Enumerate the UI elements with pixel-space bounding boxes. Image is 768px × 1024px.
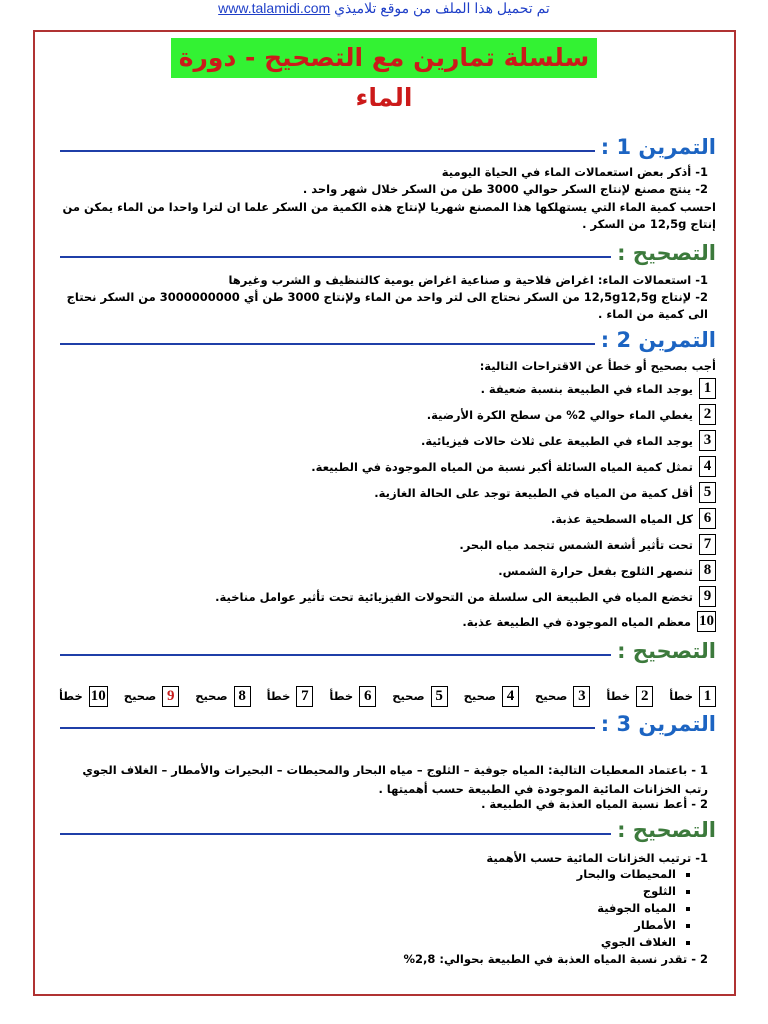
statement-number: 7 <box>699 534 716 555</box>
exercise-1-title: التمرين 1 : <box>600 135 716 159</box>
answers-row <box>60 684 716 708</box>
bullet-square <box>686 890 690 894</box>
answer-item <box>606 686 653 707</box>
statement-number: 1 <box>699 378 716 399</box>
divider-line <box>60 256 611 258</box>
exercise-2-intro: أجب بصحيح أو خطأ عن الاقتراحات التالية: <box>479 359 716 373</box>
statement-item <box>421 430 716 451</box>
answer-number: 10 <box>89 686 108 707</box>
answer-number: 9 <box>162 686 179 707</box>
statement-item <box>551 508 716 529</box>
answer-value: خطأ <box>58 689 83 703</box>
statement-number: 8 <box>699 560 716 581</box>
correction-3-title: التصحيح : <box>617 818 716 842</box>
statement-text: تخضع المياه في الطبيعة الى سلسلة من التحولات الفيزيائية تحت تأثير عوامل مناخية. <box>215 589 693 604</box>
exercise-3-line-3: 2 - أعط نسبة المياه العذبة في الطبيعة . <box>481 797 708 811</box>
statement-number: 6 <box>699 508 716 529</box>
answer-item <box>535 686 590 707</box>
statement-number: 10 <box>697 611 716 632</box>
correction-3-line-2: 2 - تقدر نسبة المياه العذبة في الطبيعة بحوالي: 2,8% <box>403 952 708 966</box>
statement-text: تمثل كمية المياه السائلة أكبر نسبة من المياه الموجودة في الطبيعة. <box>311 459 693 474</box>
exercise-1-heading <box>60 132 716 162</box>
answer-value: صحيح <box>463 689 496 703</box>
statement-text: يوجد الماء في الطبيعة على ثلاث حالات فيزيائية. <box>420 433 693 448</box>
exercise-3-title: التمرين 3 : <box>600 712 716 736</box>
statement-item <box>215 586 716 607</box>
answer-number: 6 <box>359 686 376 707</box>
statement-item <box>374 482 716 503</box>
answer-value: خطأ <box>329 689 354 703</box>
source-link-text: تم تحميل هذا الملف من موقع تلاميذي <box>334 0 550 16</box>
correction-1-line-1: 1- استعمالات الماء: اغراض فلاحية و صناعية اغراض يومية كالتنظيف و الشرب وغيرها <box>228 273 708 287</box>
divider-line <box>60 833 611 835</box>
answer-item <box>329 686 376 707</box>
statement-number: 3 <box>699 430 716 451</box>
statement-text: تنصهر الثلوج بفعل حرارة الشمس. <box>498 563 693 578</box>
reservoir-ranking-list <box>577 866 690 951</box>
answer-value: صحيح <box>123 689 157 703</box>
exercise-3-heading <box>60 709 716 739</box>
statement-text: كل المياه السطحية عذبة. <box>550 511 693 526</box>
list-item <box>577 883 690 900</box>
statement-text: تحت تأثير أشعة الشمس تتجمد مياه البحر. <box>459 537 693 552</box>
exercise-2-heading <box>60 325 716 355</box>
answer-value: صحيح <box>534 689 568 703</box>
list-item <box>577 866 690 883</box>
answer-number: 1 <box>699 686 716 707</box>
divider-line <box>60 654 611 656</box>
bullet-square <box>686 907 690 911</box>
correction-3-heading <box>60 815 716 845</box>
statement-number: 2 <box>699 404 716 425</box>
answer-item <box>195 686 250 707</box>
exercise-2-title: التمرين 2 : <box>600 328 716 352</box>
statement-item <box>462 611 716 632</box>
correction-1-heading <box>60 238 716 268</box>
statement-item <box>498 560 716 581</box>
list-item <box>577 934 690 951</box>
statement-text: يوجد الماء في الطبيعة بنسبة ضعيفة . <box>480 381 693 396</box>
answer-item <box>464 686 519 707</box>
correction-1-line-2: 2- لإنتاج 12,5g12,5g من السكر نحتاج الى لتر واحد من الماء ولإنتاج 3000 طن أي 3000000000 من السكر نحتاج الى كمية من الماء . <box>66 290 708 321</box>
list-item <box>577 917 690 934</box>
statement-number: 4 <box>699 456 716 477</box>
list-item-label: المياه الجوفية <box>597 901 676 915</box>
list-item-label: الأمطار <box>634 918 676 932</box>
answer-number: 3 <box>573 686 590 707</box>
answer-number: 4 <box>502 686 519 707</box>
statement-item <box>481 378 716 399</box>
answer-number: 8 <box>234 686 251 707</box>
answer-value: خطأ <box>606 689 631 703</box>
answer-item <box>124 686 179 707</box>
exercise-3-line-1: 1 - باعتماد المعطيات التالية: المياه جوفية – الثلوج – مياه البحار والمحيطات – البحيرات والأمطار – الغلاف الجوي <box>82 763 708 777</box>
list-item-label: الغلاف الجوي <box>600 935 676 949</box>
answer-value: صحيح <box>392 689 425 703</box>
statement-text: يغطي الماء حوالي 2% من سطح الكرة الأرضية. <box>426 407 693 422</box>
answer-number: 2 <box>636 686 653 707</box>
divider-line <box>60 150 595 152</box>
list-item <box>577 900 690 917</box>
statement-text: معظم المياه الموجودة في الطبيعة عذبة. <box>462 614 691 629</box>
answer-item <box>392 686 447 707</box>
page-title: سلسلة تمارين مع التصحيح - دورة الماء <box>171 38 597 78</box>
correction-1-title: التصحيح : <box>617 241 716 265</box>
answer-value: خطأ <box>669 689 693 703</box>
divider-line <box>60 727 595 729</box>
answer-number: 7 <box>296 686 313 707</box>
answer-item <box>669 686 716 707</box>
bullet-square <box>686 941 690 945</box>
list-item-label: المحيطات والبحار <box>576 867 676 881</box>
divider-line <box>60 343 595 345</box>
exercise-3-line-2: رتب الخزانات المائية الموجودة في الطبيعة حسب أهميتها . <box>378 782 708 796</box>
answer-item <box>267 686 314 707</box>
exercise-1-line-2: 2- ينتج مصنع لإنتاج السكر حوالي 3000 طن من السكر خلال شهر واحد . <box>302 182 708 196</box>
answer-item <box>59 686 108 707</box>
answer-value: خطأ <box>266 689 291 703</box>
list-item-label: الثلوج <box>642 884 676 898</box>
answer-number: 5 <box>431 686 448 707</box>
statement-item <box>459 534 716 555</box>
bullet-square <box>686 924 690 928</box>
correction-3-line-1: 1- ترتيب الخزانات المائية حسب الأهمية <box>486 851 708 865</box>
statement-item <box>311 456 716 477</box>
statement-item <box>427 404 716 425</box>
statement-text: أقل كمية من المياه في الطبيعة توجد على الحالة الغازية. <box>374 485 693 500</box>
correction-2-title: التصحيح : <box>617 639 716 663</box>
source-link[interactable] <box>0 0 768 20</box>
correction-2-heading <box>60 636 716 666</box>
exercise-1-line-1: 1- أذكر بعض استعمالات الماء في الحياة اليومية <box>441 165 708 179</box>
statement-number: 9 <box>699 586 716 607</box>
exercise-1-question: احسب كمية الماء التي يستهلكها هذا المصنع شهريا لإنتاج هذه الكمية من السكر علما ان لترا واحدا من الماء يمكن من إنتاج 12,5g من السكر . <box>62 200 716 231</box>
source-link-url[interactable]: www.talamidi.com <box>218 0 331 16</box>
bullet-square <box>686 873 690 877</box>
answer-value: صحيح <box>195 689 228 703</box>
statement-number: 5 <box>699 482 716 503</box>
